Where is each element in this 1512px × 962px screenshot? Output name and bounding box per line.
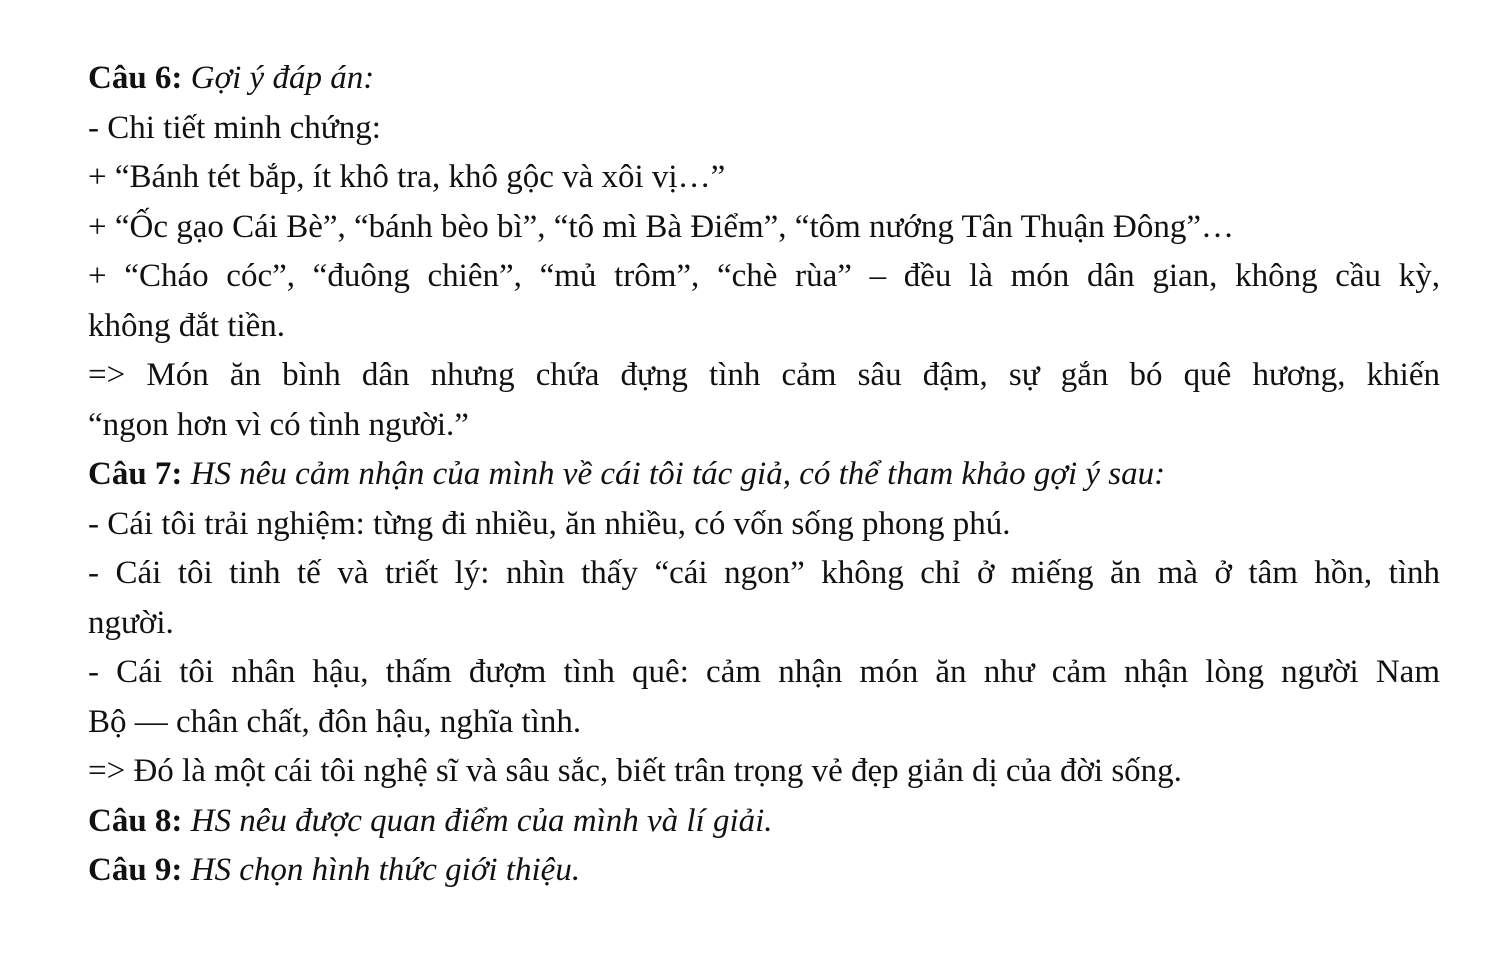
q6-line-1: - Chi tiết minh chứng: bbox=[88, 109, 381, 146]
q7-hint: HS nêu cảm nhận của mình về cái tôi tác giả, có thể tham khảo gợi ý sau: bbox=[182, 456, 1166, 492]
answer-key-document bbox=[88, 54, 1440, 896]
q6-line-6: => Món ăn bình dân nhưng chứa đựng tình cảm sâu đậm, sự gắn bó quê hương, khiến bbox=[88, 357, 1440, 393]
q8-label: Câu 8: bbox=[88, 802, 183, 839]
q7-line-5: Bộ — chân chất, đôn hậu, nghĩa tình. bbox=[88, 703, 582, 740]
q6-line-3: + “Ốc gạo Cái Bè”, “bánh bèo bì”, “tô mì Bà Điểm”, “tôm nướng Tân Thuận Đông”… bbox=[88, 208, 1235, 245]
q6-label: Câu 6: bbox=[88, 60, 183, 96]
q6-line-5: không đắt tiền. bbox=[88, 307, 286, 344]
q6-line-2: + “Bánh tét bắp, ít khô tra, khô gộc và xôi vị…” bbox=[88, 159, 726, 195]
q7-label: Câu 7: bbox=[88, 456, 183, 492]
q6-line-4: + “Cháo cóc”, “đuông chiên”, “mủ trôm”, “chè rùa” – đều là món dân gian, không cầu kỳ, bbox=[88, 258, 1440, 294]
q6-line-7: “ngon hơn vì có tình người.” bbox=[88, 406, 469, 443]
q7-heading bbox=[88, 450, 1440, 500]
q9-label: Câu 9: bbox=[88, 852, 183, 888]
q6-heading bbox=[88, 54, 1440, 104]
q8-heading bbox=[88, 797, 1440, 847]
q7-line-4: - Cái tôi nhân hậu, thấm đượm tình quê: cảm nhận món ăn như cảm nhận lòng người Nam bbox=[88, 654, 1440, 690]
q7-line-1: - Cái tôi trải nghiệm: từng đi nhiều, ăn nhiều, có vốn sống phong phú. bbox=[88, 505, 1011, 542]
q7-line-2: - Cái tôi tinh tế và triết lý: nhìn thấy “cái ngon” không chỉ ở miếng ăn mà ở tâm hồn, tình bbox=[88, 555, 1440, 591]
q6-hint: Gợi ý đáp án: bbox=[182, 60, 375, 96]
q9-hint: HS chọn hình thức giới thiệu. bbox=[182, 852, 581, 888]
q7-line-6: => Đó là một cái tôi nghệ sĩ và sâu sắc, biết trân trọng vẻ đẹp giản dị của đời sống. bbox=[88, 753, 1182, 789]
q8-hint: HS nêu được quan điểm của mình và lí giải. bbox=[182, 802, 773, 839]
q7-line-3: người. bbox=[88, 604, 174, 641]
q9-heading bbox=[88, 846, 1440, 896]
